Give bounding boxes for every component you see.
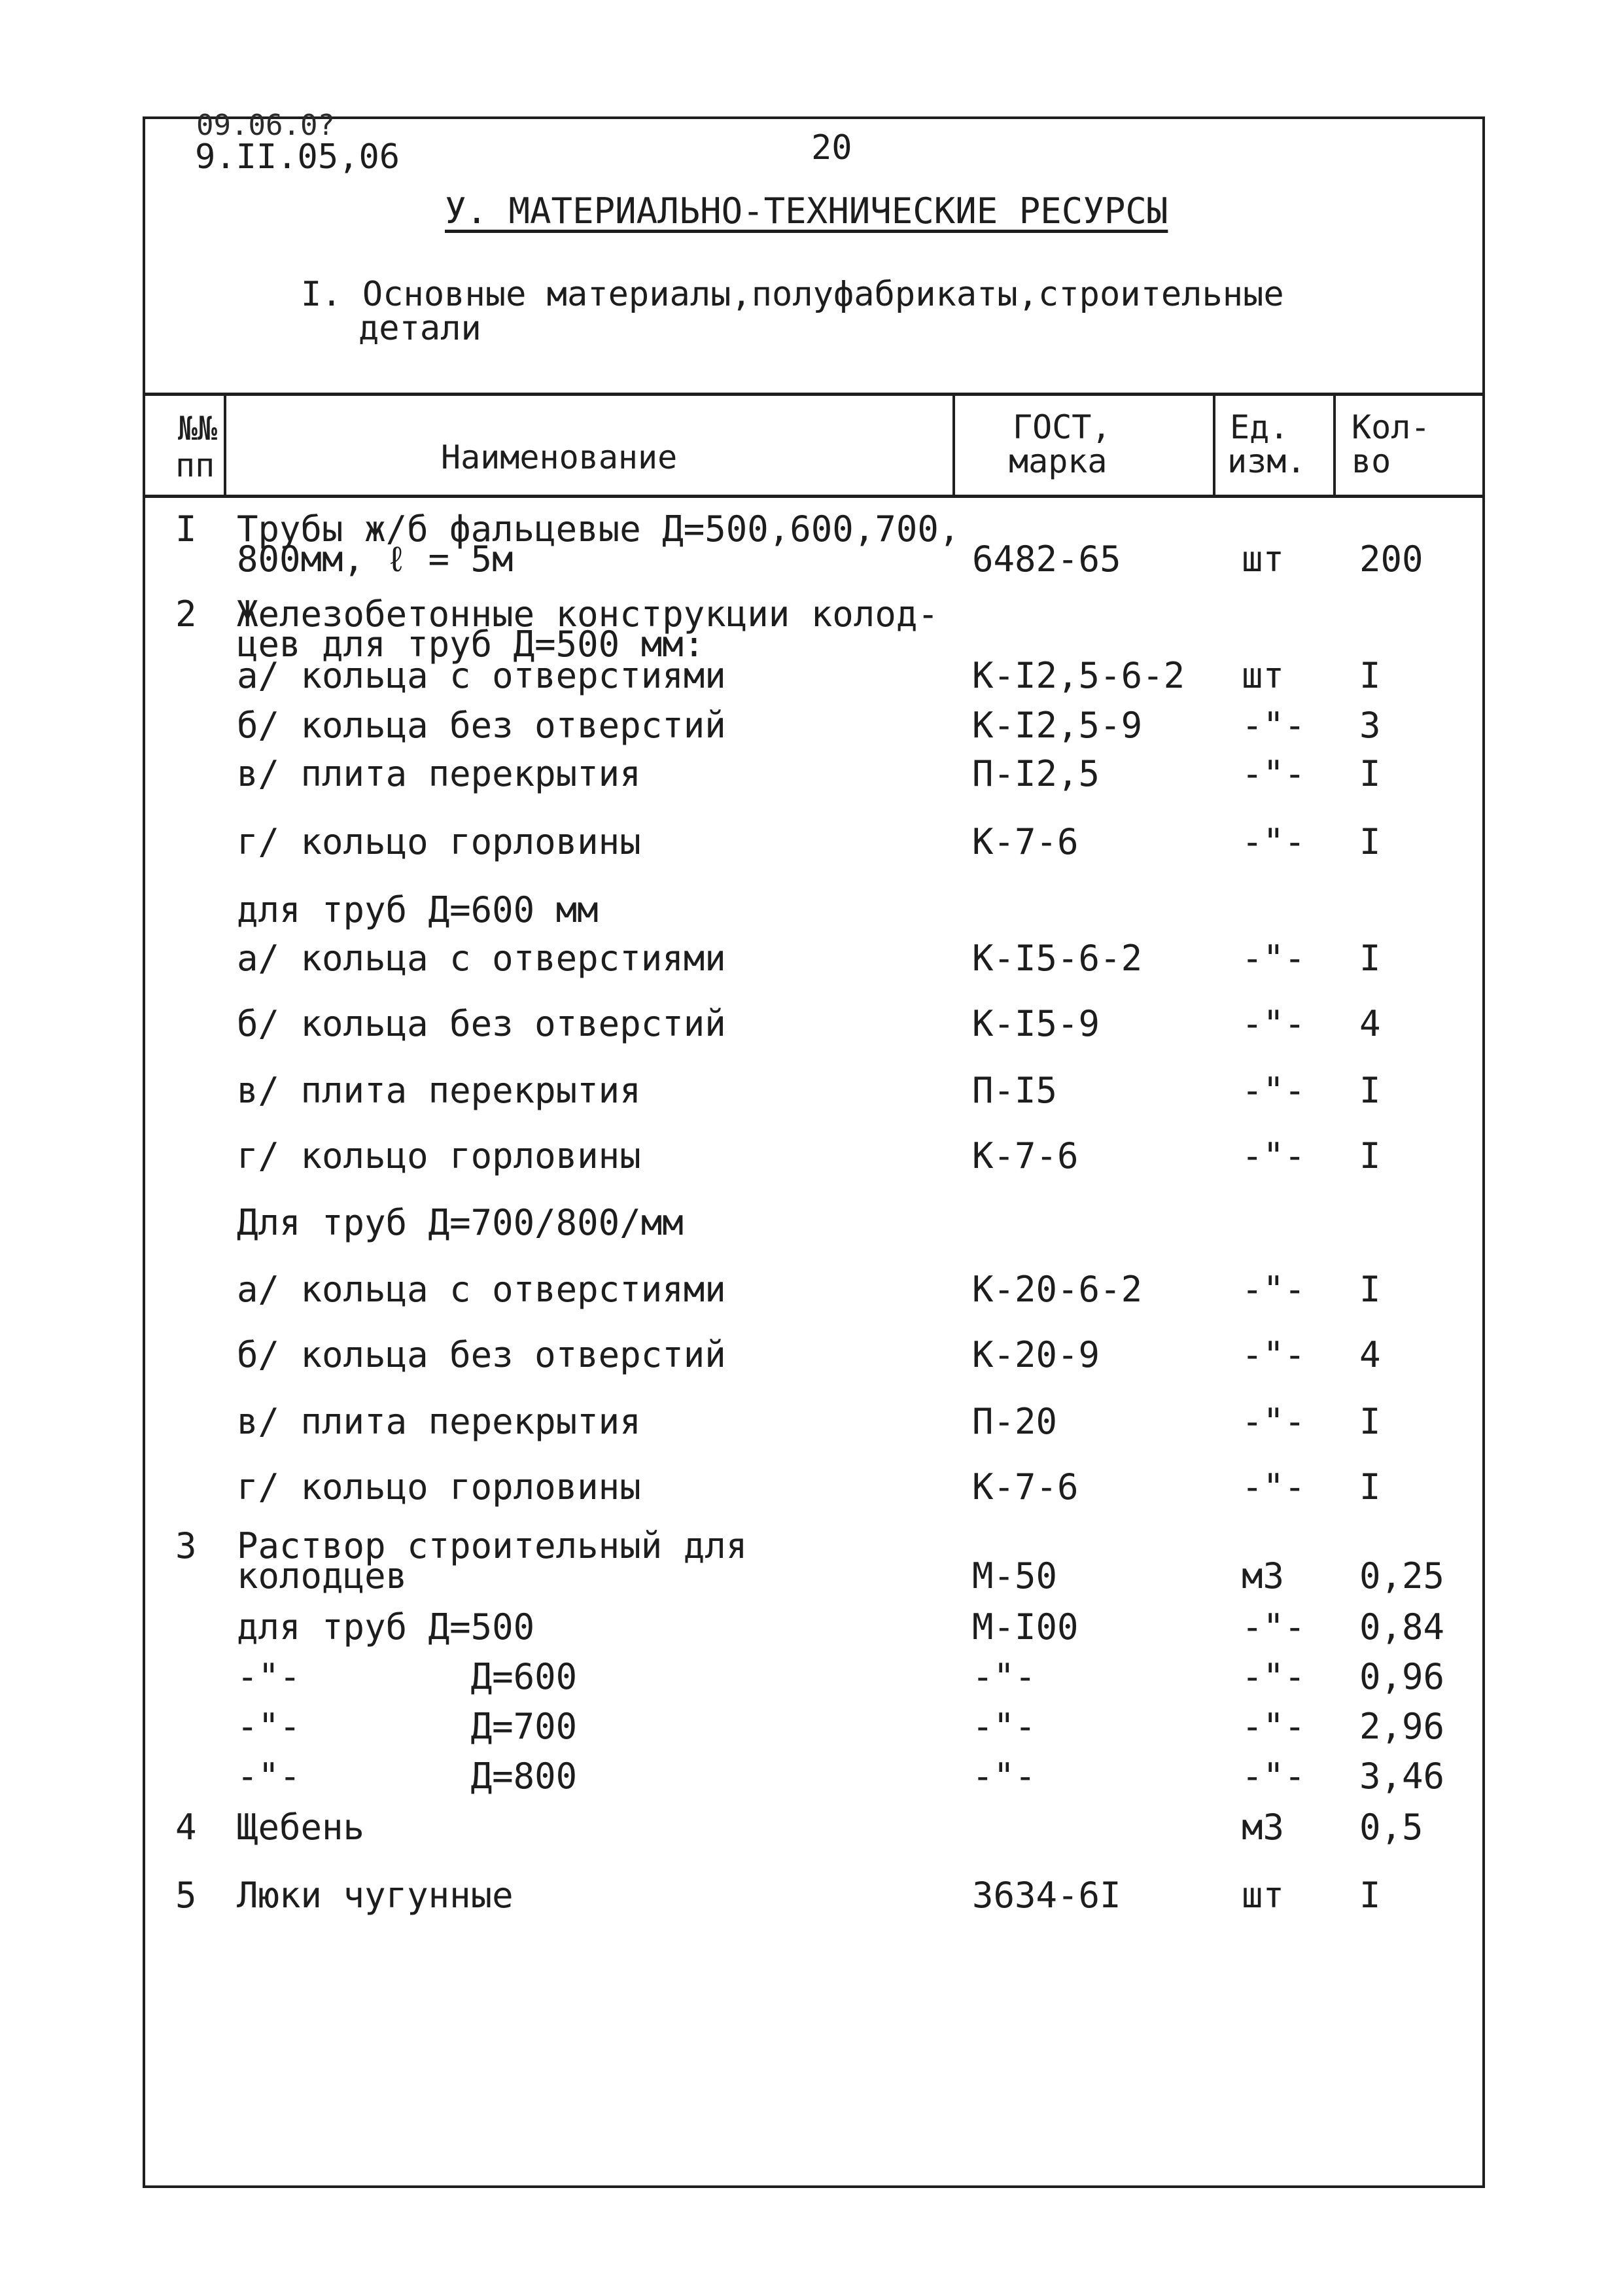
row-name: г/ кольцо горловины xyxy=(237,1135,641,1176)
header-num-line2: пп xyxy=(175,446,215,484)
row-unit: -"- xyxy=(1242,1756,1306,1797)
row-name: б/ кольца без отверстий xyxy=(237,1003,726,1044)
row-gost: -"- xyxy=(972,1706,1036,1747)
row-number: 3 xyxy=(175,1525,197,1566)
row-qty: I xyxy=(1359,1875,1381,1916)
row-gost: П-20 xyxy=(972,1401,1058,1442)
subsection-title-line1: I. Основные материалы,полуфабрикаты,строительные xyxy=(301,275,1284,314)
row-name: -"- Д=800 xyxy=(237,1756,578,1797)
row-number: 5 xyxy=(175,1875,197,1916)
section-title: У. МАТЕРИАЛЬНО-ТЕХНИЧЕСКИЕ РЕСУРСЫ xyxy=(445,190,1168,232)
row-gost: 6482-65 xyxy=(972,539,1121,580)
old-document-code: 09.06.0? xyxy=(196,109,335,142)
row-gost: К-7-6 xyxy=(972,1135,1079,1176)
row-gost: К-7-6 xyxy=(972,1466,1079,1508)
page-number: 20 xyxy=(811,128,852,168)
row-gost: -"- xyxy=(972,1756,1036,1797)
row-name: б/ кольца без отверстий xyxy=(237,1334,726,1375)
row-unit: -"- xyxy=(1242,1003,1306,1044)
row-qty: 3,46 xyxy=(1359,1756,1445,1797)
row-name: Щебень xyxy=(237,1807,365,1848)
table-top-rule xyxy=(143,393,1485,396)
row-gost: К-20-6-2 xyxy=(972,1269,1143,1310)
row-qty: 200 xyxy=(1359,539,1423,580)
row-qty: I xyxy=(1359,1070,1381,1111)
row-qty: 0,96 xyxy=(1359,1656,1445,1697)
row-qty: I xyxy=(1359,938,1381,979)
row-name: колодцев xyxy=(237,1555,408,1597)
column-divider-gost xyxy=(1213,395,1215,496)
row-gost: К-I2,5-9 xyxy=(972,705,1143,746)
row-number: 2 xyxy=(175,593,197,635)
row-name: г/ кольцо горловины xyxy=(237,821,641,862)
row-gost: К-I5-9 xyxy=(972,1003,1100,1044)
header-name: Наименование xyxy=(441,438,678,476)
row-unit: -"- xyxy=(1242,1334,1306,1375)
row-unit: -"- xyxy=(1242,1269,1306,1310)
row-name: а/ кольца с отверстиями xyxy=(237,938,726,979)
row-qty: 4 xyxy=(1359,1334,1381,1375)
row-gost: П-I5 xyxy=(972,1070,1058,1111)
row-gost: -"- xyxy=(972,1656,1036,1697)
row-unit: -"- xyxy=(1242,1135,1306,1176)
row-unit: -"- xyxy=(1242,821,1306,862)
row-qty: 0,5 xyxy=(1359,1807,1423,1848)
row-name: Люки чугунные xyxy=(237,1875,514,1916)
row-unit: шт xyxy=(1242,539,1285,580)
row-unit: -"- xyxy=(1242,1070,1306,1111)
row-name: в/ плита перекрытия xyxy=(237,1070,641,1111)
row-qty: I xyxy=(1359,753,1381,794)
row-name: -"- Д=700 xyxy=(237,1706,578,1747)
row-qty: I xyxy=(1359,1135,1381,1176)
row-name: 800мм, ℓ = 5м xyxy=(237,539,514,580)
row-name: Раствор строительный для xyxy=(237,1525,748,1566)
row-name: для труб Д=500 xyxy=(237,1606,535,1648)
row-gost: К-7-6 xyxy=(972,821,1079,862)
row-name: а/ кольца с отверстиями xyxy=(237,655,726,696)
header-num-line1: №№ xyxy=(178,410,218,448)
column-divider-num xyxy=(224,395,226,496)
row-unit: -"- xyxy=(1242,1706,1306,1747)
row-gost: К-I2,5-6-2 xyxy=(972,655,1185,696)
table-header-rule xyxy=(143,495,1485,498)
header-gost-line1: ГОСТ, xyxy=(1013,408,1111,446)
row-name: -"- Д=600 xyxy=(237,1656,578,1697)
row-gost: К-I5-6-2 xyxy=(972,938,1143,979)
row-unit: -"- xyxy=(1242,1656,1306,1697)
row-qty: I xyxy=(1359,1466,1381,1508)
row-qty: 3 xyxy=(1359,705,1381,746)
row-unit: -"- xyxy=(1242,753,1306,794)
column-divider-unit xyxy=(1333,395,1336,496)
row-qty: I xyxy=(1359,821,1381,862)
row-unit: шт xyxy=(1242,1875,1285,1916)
row-unit: -"- xyxy=(1242,1401,1306,1442)
row-gost: М-I00 xyxy=(972,1606,1079,1648)
row-unit: м3 xyxy=(1242,1807,1285,1848)
row-name: в/ плита перекрытия xyxy=(237,1401,641,1442)
row-name: Железобетонные конструкции колод- xyxy=(237,593,939,635)
row-number: 4 xyxy=(175,1807,197,1848)
row-gost: М-50 xyxy=(972,1555,1058,1597)
row-name: Трубы ж/б фальцевые Д=500,600,700, xyxy=(237,508,960,550)
row-qty: 4 xyxy=(1359,1003,1381,1044)
row-name: Для труб Д=700/800/мм xyxy=(237,1202,684,1243)
row-unit: -"- xyxy=(1242,938,1306,979)
row-unit: -"- xyxy=(1242,1466,1306,1508)
row-qty: I xyxy=(1359,1401,1381,1442)
row-name: г/ кольцо горловины xyxy=(237,1466,641,1508)
row-qty: 0,25 xyxy=(1359,1555,1445,1597)
header-qty-line1: Кол- xyxy=(1352,408,1431,446)
row-unit: м3 xyxy=(1242,1555,1285,1597)
row-number: I xyxy=(175,508,197,550)
header-qty-line2: во xyxy=(1352,442,1391,480)
row-unit: шт xyxy=(1242,655,1285,696)
column-divider-name xyxy=(952,395,955,496)
row-unit: -"- xyxy=(1242,705,1306,746)
row-name: в/ плита перекрытия xyxy=(237,753,641,794)
document-code: 9.II.05,06 xyxy=(195,137,400,177)
row-name: для труб Д=600 мм xyxy=(237,889,599,930)
header-unit-line2: изм. xyxy=(1227,442,1306,480)
row-name: а/ кольца с отверстиями xyxy=(237,1269,726,1310)
header-unit-line1: Ед. xyxy=(1230,408,1289,446)
subsection-title-line2: детали xyxy=(358,309,481,348)
row-qty: I xyxy=(1359,1269,1381,1310)
row-qty: 0,84 xyxy=(1359,1606,1445,1648)
row-gost: 3634-6I xyxy=(972,1875,1121,1916)
row-name: б/ кольца без отверстий xyxy=(237,705,726,746)
row-gost: К-20-9 xyxy=(972,1334,1100,1375)
header-gost-line2: марка xyxy=(1009,442,1108,480)
row-gost: П-I2,5 xyxy=(972,753,1100,794)
row-qty: I xyxy=(1359,655,1381,696)
row-qty: 2,96 xyxy=(1359,1706,1445,1747)
row-name: цев для труб Д=500 мм: xyxy=(237,624,705,665)
row-unit: -"- xyxy=(1242,1606,1306,1648)
